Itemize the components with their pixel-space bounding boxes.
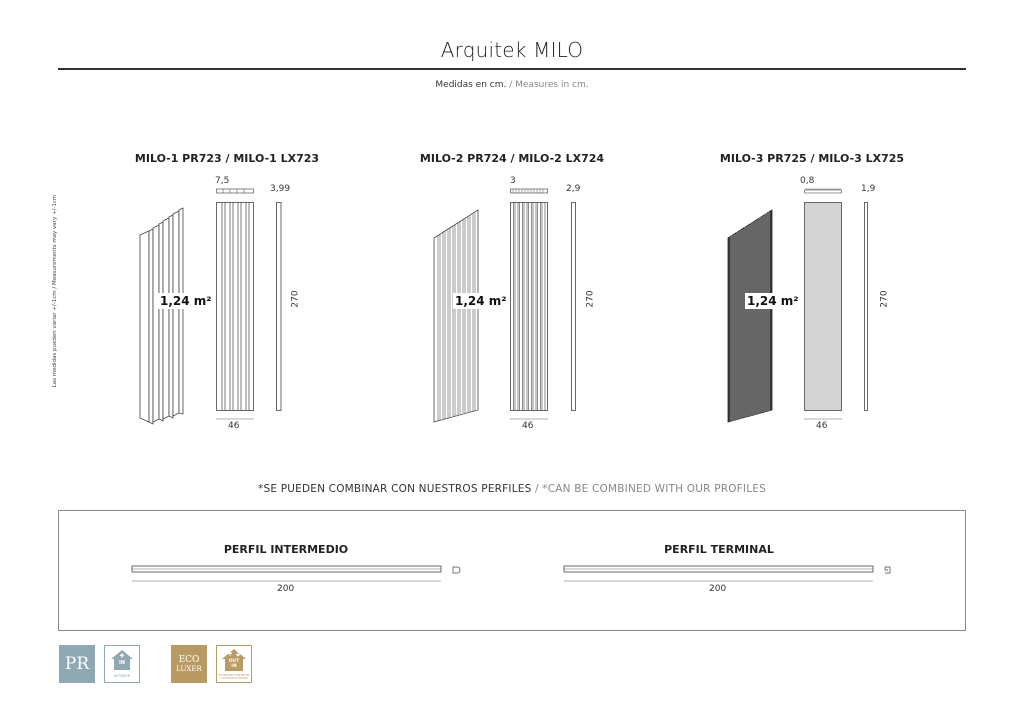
product-2-front-view — [510, 202, 548, 412]
profile-terminal-length: 200 — [709, 584, 727, 594]
tolerance-note-text: Las medidas pueden variar +/-1cm / Measurements may vary +/-1cm — [52, 194, 58, 388]
product-1-slat-width-dim: 7,5 — [215, 176, 230, 186]
profile-terminal-title: PERFIL TERMINAL — [664, 543, 774, 556]
product-3-title: MILO-3 PR725 / MILO-3 LX725 — [719, 152, 905, 165]
product-1-perspective-view — [135, 200, 187, 425]
product-2-perspective-view — [430, 200, 482, 425]
profile-intermedio-title: PERFIL INTERMEDIO — [223, 543, 349, 556]
interior-badge-text: IN — [118, 660, 126, 666]
outside-inside-badge-text: OUT IN — [228, 659, 240, 669]
product-3-side-view — [864, 202, 870, 412]
profile-terminal-drawing — [563, 563, 903, 585]
interior-badge-caption: INTERIOR — [113, 674, 131, 678]
product-3-front-view — [804, 202, 842, 412]
eco-luxer-badge-line2: LUXER — [176, 664, 202, 673]
page-title: Arquitek MILO — [440, 38, 584, 62]
product-2-area-label: 1,24 m² — [455, 294, 507, 308]
interior-badge — [104, 645, 140, 683]
product-2-title: MILO-2 PR724 / MILO-2 LX724 — [419, 152, 605, 165]
product-1-area-label: 1,24 m² — [160, 294, 212, 308]
combine-note-separator: / — [531, 483, 543, 495]
product-3-area-label: 1,24 m² — [747, 294, 799, 308]
product-1-width-dim: 46 — [228, 421, 240, 431]
pr-badge-text: PR — [64, 654, 90, 674]
product-3-height-dim: 270 — [879, 290, 890, 308]
product-2-slat-profile — [510, 187, 548, 195]
profile-intermedio-length: 200 — [277, 584, 295, 594]
title-divider — [58, 68, 966, 70]
profile-intermedio-drawing — [131, 563, 471, 585]
product-3-width-dim: 46 — [816, 421, 828, 431]
eco-luxer-badge-line1: ECO — [178, 654, 200, 665]
eco-luxer-badge — [171, 645, 207, 683]
product-1-slat-profile — [216, 187, 254, 195]
outside-inside-badge — [216, 645, 252, 683]
product-2-slat-width-dim: 3 — [510, 176, 516, 186]
tolerance-note — [51, 180, 59, 402]
product-1-height-dim: 270 — [290, 290, 301, 308]
units-note-en: Measures in cm. — [515, 80, 589, 90]
product-3-depth-dim: 1,9 — [861, 184, 876, 194]
units-note — [0, 80, 1024, 90]
product-1-title: MILO-1 PR723 / MILO-1 LX723 — [134, 152, 320, 165]
product-2-side-view — [571, 202, 577, 412]
product-3-slat-width-dim: 0,8 — [800, 176, 815, 186]
product-3-perspective-view — [724, 200, 776, 425]
pr-badge — [59, 645, 95, 683]
product-1-side-view — [276, 202, 282, 412]
product-2-height-dim: 270 — [585, 290, 596, 308]
combine-note-es: *SE PUEDEN COMBINAR CON NUESTROS PERFILES — [258, 483, 532, 495]
combine-note-en: *CAN BE COMBINED WITH OUR PROFILES — [542, 483, 766, 495]
units-note-separator: / — [506, 80, 516, 90]
product-3-slat-profile — [804, 187, 842, 195]
units-note-es: Medidas en cm. — [435, 80, 507, 90]
combine-note — [0, 483, 1024, 495]
product-1-front-view — [216, 202, 254, 412]
product-1-depth-dim: 3,99 — [270, 184, 291, 194]
outside-inside-badge-caption: EXTERIOR E INTERIOR / OUTSIDE & INSIDE — [218, 673, 250, 681]
product-2-depth-dim: 2,9 — [566, 184, 581, 194]
product-2-width-dim: 46 — [522, 421, 534, 431]
